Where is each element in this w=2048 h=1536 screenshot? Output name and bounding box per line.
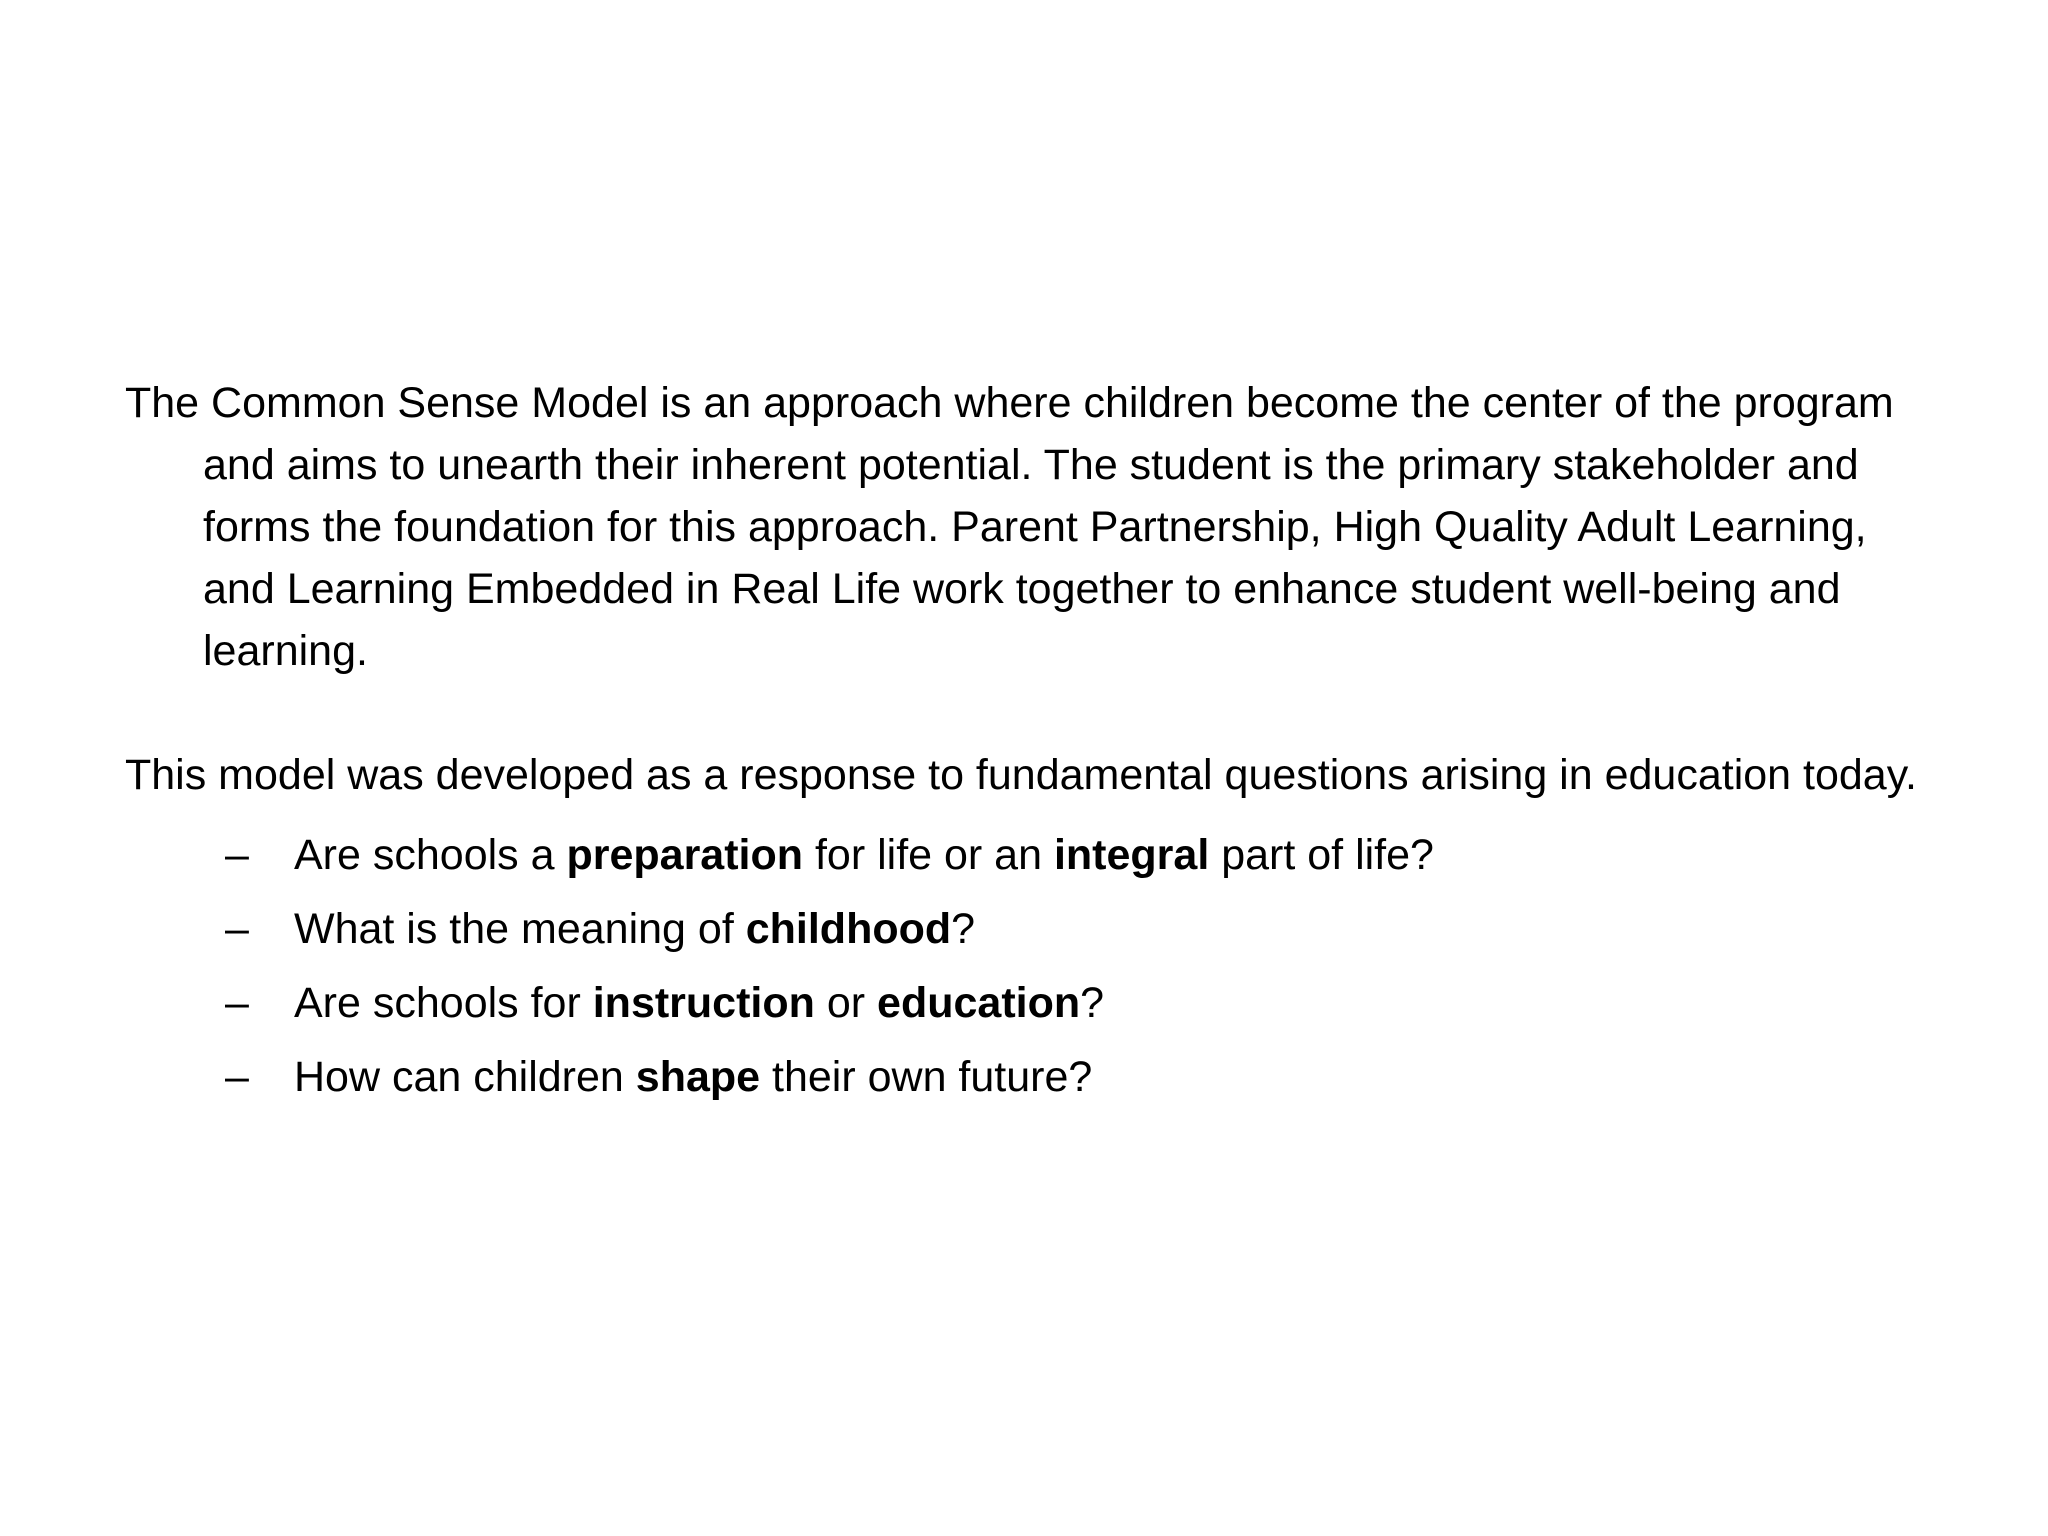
bullet-dash: –	[225, 905, 249, 953]
slide-body	[125, 372, 1925, 1114]
question-item: – Are schools a preparation for life or an integral part of life?	[125, 818, 1925, 892]
question-item: – Are schools for instruction or education?	[125, 966, 1925, 1040]
question-item: – What is the meaning of childhood?	[125, 892, 1925, 966]
intro-paragraph: The Common Sense Model is an approach where children become the center of the program and aims to unearth their inherent potential. The student is the primary stakeholder and forms the foundation for this approach. Parent Partnership, High Quality Adult Learning, and Learning Embedded in Real Life work together to enhance student well-being and learning.	[125, 379, 1894, 675]
emphasis-term: integral	[1053, 831, 1210, 879]
questions-intro-paragraph: This model was developed as a response to fundamental questions arising in education today.	[125, 751, 1917, 799]
emphasis-term: instruction	[592, 979, 815, 1027]
bullet-dash: –	[225, 1053, 249, 1101]
emphasis-term: preparation	[566, 831, 804, 879]
emphasis-term: shape	[635, 1053, 761, 1101]
emphasis-term: education	[877, 979, 1081, 1027]
bullet-dash: –	[225, 831, 249, 879]
question-item: – How can children shape their own future?	[125, 1040, 1925, 1114]
bullet-dash: –	[225, 979, 249, 1027]
questions-list	[125, 818, 1925, 1114]
emphasis-term: childhood	[745, 905, 952, 953]
